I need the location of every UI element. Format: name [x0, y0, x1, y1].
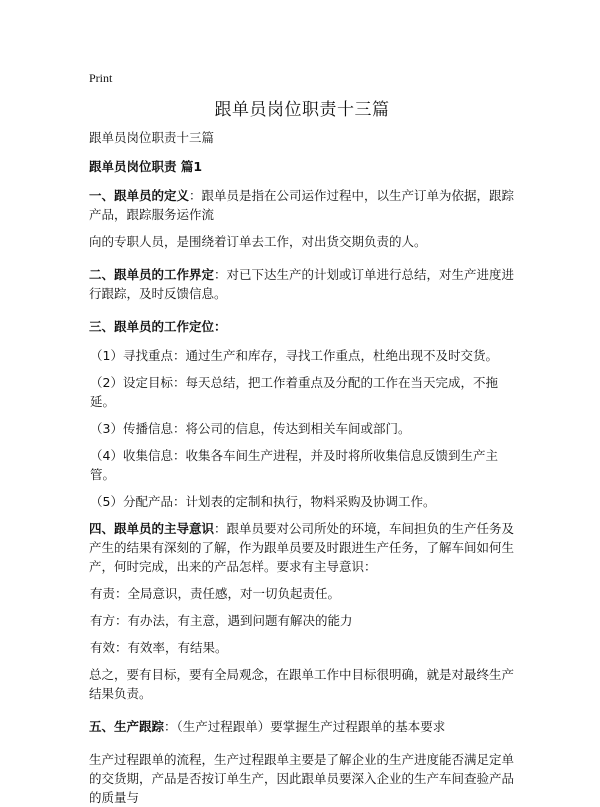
section-5-lead: 五、生产跟踪	[89, 719, 165, 734]
document-subtitle: 跟单员岗位职责十三篇	[89, 130, 215, 145]
list-item: （4）收集信息：收集各车间生产进程，并及时将所收集信息反馈到生产主管。	[90, 448, 498, 482]
section-3-heading: 三、跟单员的工作定位：	[89, 319, 227, 334]
section-2-paragraph	[89, 265, 515, 303]
section-2-lead: 二、跟单员的工作界定	[89, 267, 215, 282]
section-5-paragraph	[89, 717, 515, 736]
list-item: （2）设定目标：每天总结，把工作着重点及分配的工作在当天完成，不拖延。	[90, 375, 498, 409]
section-1-lead: 一、跟单员的定义	[89, 188, 190, 203]
section-4-lead: 四、跟单员的主导意识	[89, 521, 215, 536]
section-4-text: ：跟单员要对公司所处的环境，车间担负的生产任务及产生的结果有深刻的了解，作为跟单员要及时跟进生产任务，了解车间如何生产，何时完成，出来的产品怎样。要求有主导意识：	[89, 521, 515, 574]
print-label[interactable]: Print	[89, 71, 113, 85]
section-1-continuation: 向的专职人员，是围绕着订单去工作，对出货交期负责的人。	[89, 234, 427, 249]
section-5-text: ：（生产过程跟单）要掌握生产过程跟单的基本要求	[164, 719, 446, 734]
list-item: （5）分配产品：计划表的定制和执行，物料采购及协调工作。	[90, 494, 436, 509]
list-item: （1）寻找重点：通过生产和库存，寻找工作重点，杜绝出现不及时交货。	[90, 348, 498, 363]
section-4-line: 有责：全局意识，责任感，对一切负起责任。	[90, 586, 341, 601]
section-1-text: ：跟单员是指在公司运作过程中，以生产订单为依据，跟踪产品，跟踪服务运作流	[89, 188, 515, 222]
list-item: （3）传播信息：将公司的信息，传达到相关车间或部门。	[90, 421, 411, 436]
section-4-paragraph	[89, 519, 515, 576]
section-4-line: 有效：有效率，有结果。	[90, 640, 228, 655]
page-title: 跟单员岗位职责十三篇	[214, 100, 390, 120]
article-heading: 跟单员岗位职责 篇1	[89, 159, 203, 174]
section-5-body: 生产过程跟单的流程，生产过程跟单主要是了解企业的生产进度能否满足定单的交货期，产品是否按订单生产，因此跟单员要深入企业的生产车间查验产品的质量与	[89, 752, 515, 805]
section-4-line: 有方：有办法，有主意，遇到问题有解决的能力	[90, 613, 353, 628]
section-4-summary: 总之，要有目标，要有全局观念，在跟单工作中目标很明确，就是对最终生产结果负责。	[89, 667, 515, 701]
section-2-text: ：对已下达生产的计划或订单进行总结，对生产进度进行跟踪，及时反馈信息。	[89, 267, 515, 301]
section-1-paragraph	[89, 186, 515, 224]
